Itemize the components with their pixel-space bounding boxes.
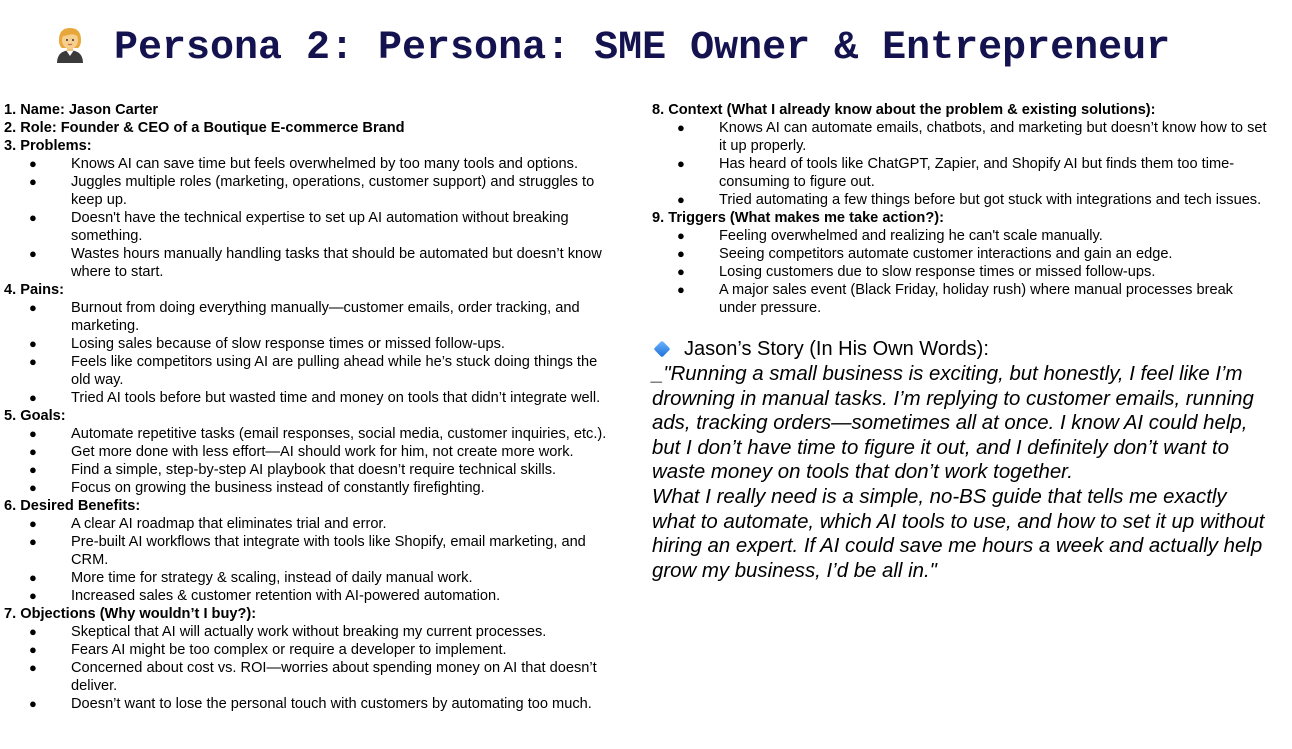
list-item: ● Increased sales & customer retention with AI-powered automation. — [4, 587, 619, 605]
section-goals — [4, 407, 619, 497]
list-item: ● Losing sales because of slow response times or missed follow-ups. — [4, 335, 619, 353]
name-line: 1. Name: Jason Carter — [4, 102, 159, 118]
list-item: ● Skeptical that AI will actually work without breaking my current processes. — [4, 623, 619, 641]
section-heading: 9. Triggers (What makes me take action?): — [652, 210, 944, 226]
story-paragraph: What I really need is a simple, no-BS guide that tells me exactly what to automate, which AI tools to use, and how to set it up without hiring an expert. If AI could save me hours a week and actually help grow my business, I’d be all in." — [652, 485, 1265, 582]
section-triggers — [652, 209, 1267, 317]
left-column — [4, 101, 619, 713]
list-item: ● Concerned about cost vs. ROI—worries about spending money on AI that doesn’t deliver. — [4, 659, 619, 695]
list-item: ● Get more done with less effort—AI should work for him, not create more work. — [4, 443, 619, 461]
story-heading — [652, 337, 1267, 361]
page-title-text: Persona 2: Persona: SME Owner & Entrepreneur — [114, 26, 1171, 71]
list-item: ● Knows AI can save time but feels overwhelmed by too many tools and options. — [4, 155, 619, 173]
list-item: ● Doesn't have the technical expertise to set up AI automation without breaking something. — [4, 209, 619, 245]
right-column — [652, 101, 1267, 583]
story-paragraph: _"Running a small business is exciting, but honestly, I feel like I’m drowning in manual tasks. I’m replying to customer emails, running ads, tracking orders—sometimes all at once. I know AI could help, but I don’t have time to figure it out, and I definitely don’t want to waste money on tools that don’t work together. — [652, 363, 1254, 484]
list-item: ● Wastes hours manually handling tasks that should be automated but doesn’t know where to start. — [4, 245, 619, 281]
list-item: ● Feels like competitors using AI are pulling ahead while he’s stuck doing things the old way. — [4, 353, 619, 389]
section-heading: 4. Pains: — [4, 282, 65, 298]
list-item: ● A major sales event (Black Friday, holiday rush) where manual processes break under pressure. — [652, 281, 1267, 317]
list-item: ● Has heard of tools like ChatGPT, Zapier, and Shopify AI but finds them too time-consuming to figure out. — [652, 155, 1267, 191]
list-item: ● Doesn’t want to lose the personal touch with customers by automating too much. — [4, 695, 619, 713]
list-item: ● Tried automating a few things before but got stuck with integrations and tech issues. — [652, 191, 1267, 209]
section-context — [652, 101, 1267, 209]
role-line: 2. Role: Founder & CEO of a Boutique E-commerce Brand — [4, 120, 405, 136]
section-pains — [4, 281, 619, 407]
list-item: ● A clear AI roadmap that eliminates trial and error. — [4, 515, 619, 533]
list-item: ● Seeing competitors automate customer interactions and gain an edge. — [652, 245, 1267, 263]
list-item: ● Fears AI might be too complex or require a developer to implement. — [4, 641, 619, 659]
blue-diamond-icon — [654, 341, 671, 358]
section-desired-benefits — [4, 497, 619, 605]
section-problems — [4, 137, 619, 281]
story-heading-text: Jason’s Story (In His Own Words): — [684, 338, 989, 360]
list-item: ● Knows AI can automate emails, chatbots, and marketing but doesn’t know how to set it up properly. — [652, 119, 1267, 155]
section-heading: 3. Problems: — [4, 138, 92, 154]
list-item: ● More time for strategy & scaling, instead of daily manual work. — [4, 569, 619, 587]
list-item: ● Pre-built AI workflows that integrate with tools like Shopify, email marketing, and CRM. — [4, 533, 619, 569]
section-heading: 7. Objections (Why wouldn’t I buy?): — [4, 606, 257, 622]
list-item: ● Focus on growing the business instead of constantly firefighting. — [4, 479, 619, 497]
list-item: ● Burnout from doing everything manually—customer emails, order tracking, and marketing. — [4, 299, 619, 335]
section-heading: 5. Goals: — [4, 408, 66, 424]
list-item: ● Tried AI tools before but wasted time and money on tools that didn’t integrate well. — [4, 389, 619, 407]
story-quote — [652, 362, 1272, 583]
list-item: ● Feeling overwhelmed and realizing he can't scale manually. — [652, 227, 1267, 245]
woman-office-worker-icon — [50, 24, 90, 64]
list-item: ● Losing customers due to slow response times or missed follow-ups. — [652, 263, 1267, 281]
section-heading: 6. Desired Benefits: — [4, 498, 141, 514]
section-heading: 8. Context (What I already know about the problem & existing solutions): — [652, 102, 1156, 118]
page-title — [50, 24, 1280, 74]
list-item: ● Find a simple, step-by-step AI playbook that doesn’t require technical skills. — [4, 461, 619, 479]
list-item: ● Automate repetitive tasks (email responses, social media, customer inquiries, etc.). — [4, 425, 619, 443]
list-item: ● Juggles multiple roles (marketing, operations, customer support) and struggles to keep up. — [4, 173, 619, 209]
section-objections — [4, 605, 619, 713]
